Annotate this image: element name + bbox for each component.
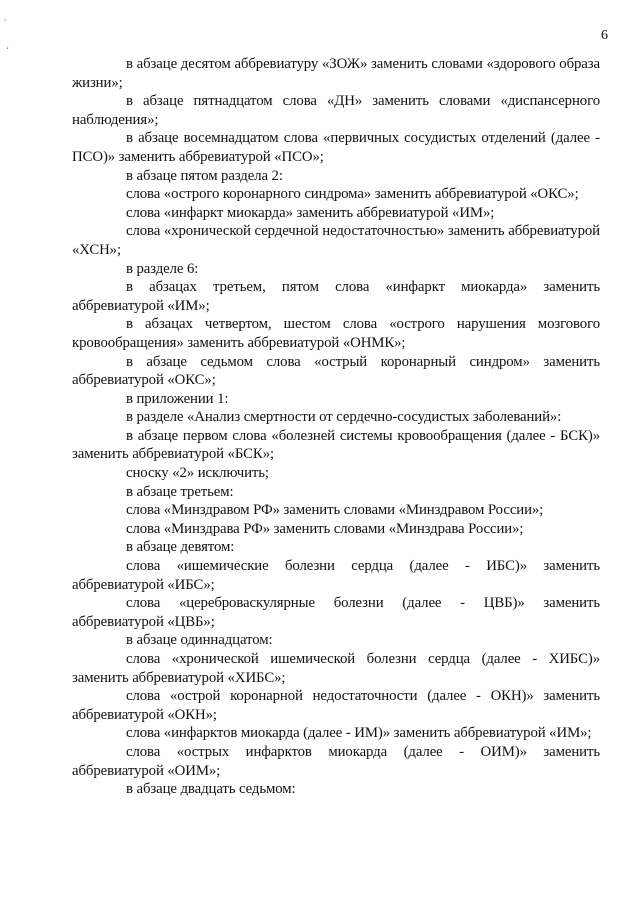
paragraph: слова «острой коронарной недостаточности (далее - ОКН)» заменить аббревиатурой «ОКН»; [72,688,600,723]
paragraph: слова «Минздрава РФ» заменить словами «Минздрава России»; [126,520,524,537]
paragraph: слова «хронической сердечной недостаточностью» заменить аббревиатурой «ХСН»; [72,223,600,258]
paragraph: в абзаце третьем: [126,483,234,500]
paragraph: слова «ишемические болезни сердца (далее - ИБС)» заменить аббревиатурой «ИБС»; [72,558,600,593]
paragraph: в абзаце пятом раздела 2: [126,167,283,184]
paragraph: в разделе «Анализ смертности от сердечно-сосудистых заболеваний»: [126,409,562,426]
paragraph: в абзаце седьмом слова «острый коронарный синдром» заменить аббревиатурой «ОКС»; [72,353,600,389]
paragraph: в абзацах четвертом, шестом слова «острого нарушения мозгового кровообращения» заменить аббревиатурой «ОНМК»; [72,316,600,351]
paragraph: в абзаце первом слова «болезней системы кровообращения (далее - БСК)» заменить аббревиатурой «БСК»; [72,427,600,463]
page-number: 6 [601,28,608,43]
paragraph: в приложении 1: [126,390,229,407]
paragraph: слова «Минздравом РФ» заменить словами «Минздравом России»; [126,502,544,519]
paragraph: в абзаце восемнадцатом слова «первичных сосудистых отделений (далее - ПСО)» заменить аббревиатурой «ПСО»; [72,130,600,165]
paragraph: в абзацах третьем, пятом слова «инфаркт миокарда» заменить аббревиатурой «ИМ»; [72,279,600,314]
paragraph: слова «инфаркт миокарда» заменить аббревиатурой «ИМ»; [126,204,495,221]
paragraph: слова «острых инфарктов миокарда (далее - ОИМ)» заменить аббревиатурой «ОИМ»; [72,743,600,779]
paragraph: в разделе 6: [126,260,199,277]
paragraph: в абзаце девятом: [126,539,235,556]
paragraph: в абзаце двадцать седьмом: [126,781,296,798]
paragraph: слова «цереброваскулярные болезни (далее - ЦВБ)» заменить аббревиатурой «ЦВБ»; [72,595,600,630]
paragraph: слова «хронической ишемической болезни сердца (далее - ХИБС)» заменить аббревиатурой «ХИБС»; [72,651,600,686]
paragraph: в абзаце пятнадцатом слова «ДН» заменить словами «диспансерного наблюдения»; [72,93,600,128]
margin-mark: , [4,12,7,22]
paragraph: сноску «2» исключить; [126,465,269,482]
paragraph: в абзаце десятом аббревиатуру «ЗОЖ» заменить словами «здорового образа жизни»; [72,56,600,91]
paragraph: слова «острого коронарного синдрома» заменить аббревиатурой «ОКС»; [126,186,579,203]
paragraph: в абзаце одиннадцатом: [126,632,273,649]
document-body [72,55,600,799]
paragraph: слова «инфарктов миокарда (далее - ИМ)» заменить аббревиатурой «ИМ»; [126,725,592,742]
margin-mark: ‘ [6,45,9,55]
